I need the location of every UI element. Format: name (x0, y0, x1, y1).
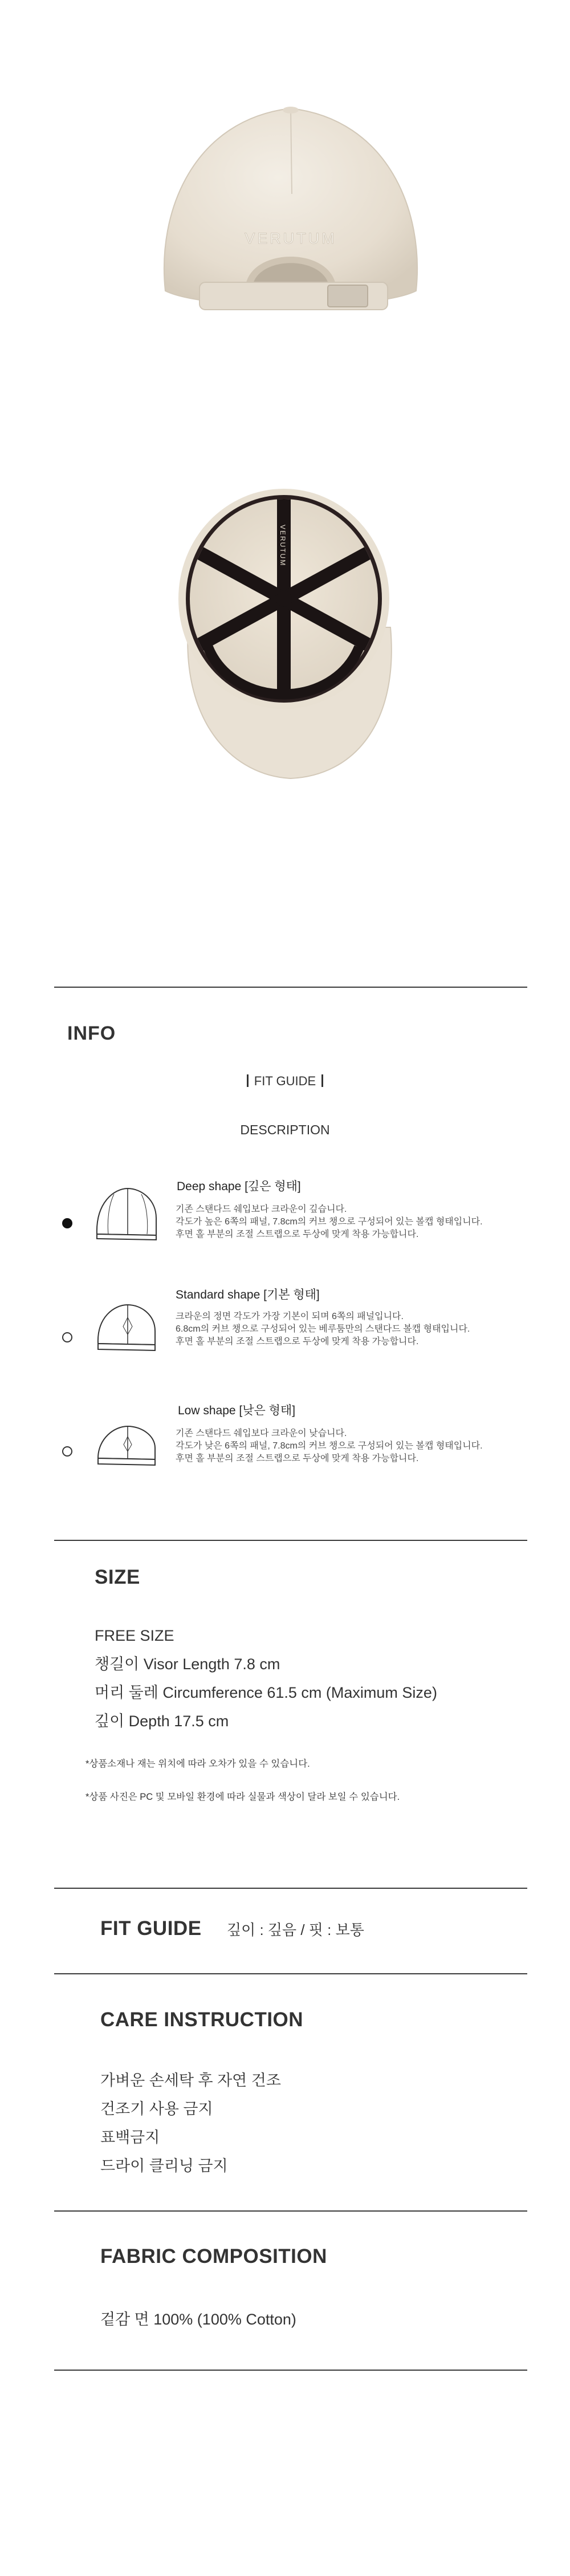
size-line: 머리 둘레 Circumference 61.5 cm (Maximum Size) (95, 1684, 437, 1701)
shape-desc-line: 후면 홀 부분의 조절 스트랩으로 두상에 맞게 착용 가능합니다. (176, 1454, 419, 1463)
cap-inside-illustration (103, 456, 479, 810)
size-line: 깊이 Depth 17.5 cm (95, 1713, 229, 1730)
shape-desc-line: 기존 스탠다드 쉐입보다 크라운이 낮습니다. (176, 1429, 347, 1438)
divider (54, 2370, 527, 2371)
radio-selected-icon[interactable] (62, 1218, 72, 1228)
care-line: 표백금지 (100, 2129, 160, 2146)
standard-cap-icon (91, 1295, 162, 1357)
back-logo-text: VERUTUM (245, 230, 337, 247)
care-line: 건조기 사용 금지 (100, 2100, 213, 2117)
shape-desc-line: 크라운의 정면 각도가 가장 기본이 되며 6쪽의 패널입니다. (176, 1312, 404, 1321)
shape-title: Standard shape [기본 형태] (176, 1288, 320, 1301)
care-title: CARE INSTRUCTION (100, 2009, 304, 2031)
radio-unselected-icon[interactable] (62, 1446, 72, 1457)
fit-guide-value: 깊이 : 깊음 / 핏 : 보통 (227, 1921, 364, 1938)
fabric-title: FABRIC COMPOSITION (100, 2245, 327, 2267)
deep-cap-icon (91, 1183, 162, 1246)
shape-description (176, 1311, 470, 1348)
divider (54, 1973, 527, 1974)
description-label: DESCRIPTION (240, 1122, 330, 1137)
fit-guide-label (0, 1074, 570, 1089)
product-photo-back (103, 23, 479, 399)
care-line: 가벼운 손세탁 후 자연 건조 (100, 2072, 281, 2089)
cap-back-illustration (103, 23, 479, 399)
inside-tape-text: VERUTUM (279, 525, 287, 567)
divider (54, 2210, 527, 2212)
divider (54, 1888, 527, 1889)
size-title: SIZE (95, 1566, 140, 1588)
care-line: 드라이 클리닝 금지 (100, 2157, 228, 2175)
low-cap-icon (91, 1410, 162, 1473)
shape-desc-line: 각도가 높은 6쪽의 패널, 7.8cm의 커브 챙으로 구성되어 있는 볼캡 형태입니다. (176, 1217, 483, 1227)
size-line: 챙길이 Visor Length 7.8 cm (95, 1656, 280, 1673)
shape-desc-line: 각도가 낮은 6쪽의 패널, 7.8cm의 커브 챙으로 구성되어 있는 볼캡 형태입니다. (176, 1441, 483, 1451)
size-list (95, 1621, 437, 1735)
shape-description (176, 1203, 483, 1241)
note-line: *상품소재나 재는 위치에 따라 오차가 있을 수 있습니다. (85, 1759, 310, 1769)
shape-title: Deep shape [깊은 형태] (177, 1180, 301, 1193)
radio-unselected-icon[interactable] (62, 1332, 72, 1342)
shape-desc-line: 후면 홀 부분의 조절 스트랩으로 두상에 맞게 착용 가능합니다. (176, 1230, 419, 1239)
shape-desc-line: 후면 홀 부분의 조절 스트랩으로 두상에 맞게 착용 가능합니다. (176, 1337, 419, 1346)
note-line: *상품 사진은 PC 및 모바일 환경에 따라 실물과 색상이 달라 보일 수 있습니다. (85, 1792, 400, 1802)
product-photo-inside (103, 456, 479, 810)
divider (54, 1540, 527, 1541)
divider (54, 987, 527, 988)
shape-title: Low shape [낮은 형태] (178, 1404, 296, 1417)
fabric-value: 겉감 면 100% (100% Cotton) (100, 2311, 296, 2328)
size-line: FREE SIZE (95, 1627, 174, 1644)
divider-bar (321, 1074, 323, 1087)
notes (85, 1747, 400, 1814)
shape-desc-line: 6.8cm의 커브 챙으로 구성되어 있는 베루툼만의 스탠다드 볼캡 형태입니다. (176, 1324, 470, 1334)
info-title: INFO (67, 1023, 116, 1044)
shape-desc-line: 기존 스탠다드 쉐입보다 크라운이 깊습니다. (176, 1204, 347, 1214)
divider-bar (247, 1074, 249, 1087)
shape-description (176, 1427, 483, 1465)
care-list (100, 2066, 281, 2180)
fit-guide-label-text: FIT GUIDE (254, 1074, 316, 1088)
fit-guide-title: FIT GUIDE (100, 1917, 202, 1940)
